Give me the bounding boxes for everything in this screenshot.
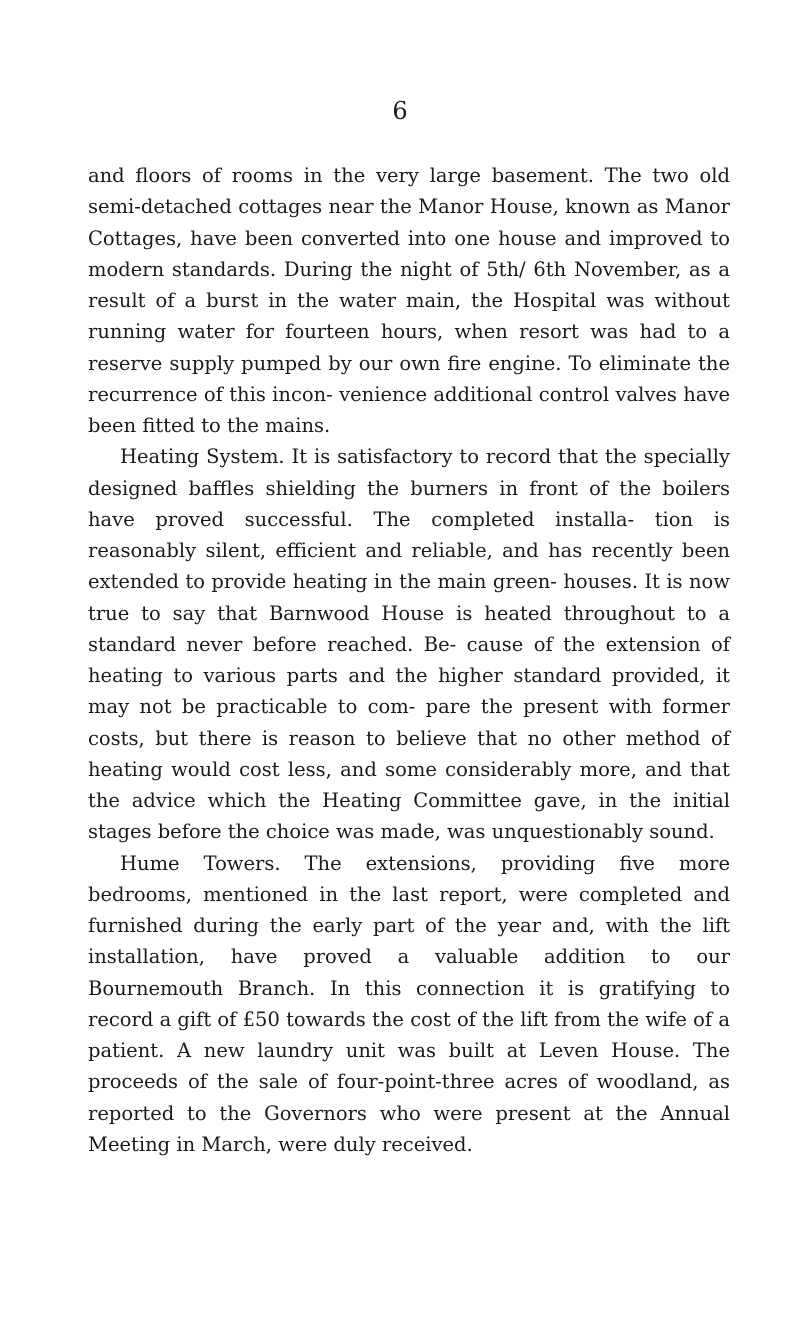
paragraph-manor-cottages: and floors of rooms in the very large basement. The two old semi-detached cottages near the Manor House, known as Manor Cottages, have been converted into one house and improved to modern standards. During the night of 5th/ 6th November, as a result of a burst in the water main, the Hospital was without running water for fourteen hours, when resort was had to a reserve supply pumped by our own fire engine. To eliminate the recurrence of this incon- venience additional control valves have been fitted to the mains.	[88, 164, 730, 437]
body-text	[88, 160, 730, 1160]
page-number: 6	[392, 97, 408, 125]
paragraph-hume-towers: Hume Towers. The extensions, providing five more bedrooms, mentioned in the last report, were completed and furnished during the early part of the year and, with the lift installation, have proved a valuable addition to our Bournemouth Branch. In this connection it is gratifying to record a gift of £50 towards the cost of the lift from the wife of a patient. A new laundry unit was built at Leven House. The proceeds of the sale of four-point-three acres of woodland, as reported to the Governors who were present at the Annual Meeting in March, were duly received.	[88, 851, 730, 1156]
paragraph-heating-system: Heating System. It is satisfactory to record that the specially designed baffles shielding the burners in front of the boilers have proved successful. The completed installa- tion is reasonably silent, efficient and reliable, and has recently been extended to provide heating in the main green- houses. It is now true to say that Barnwood House is heated throughout to a standard never before reached. Be- cause of the extension of heating to various parts and the higher standard provided, it may not be practicable to com- pare the present with former costs, but there is reason to believe that no other method of heating would cost less, and some considerably more, and that the advice which the Heating Committee gave, in the initial stages before the choice was made, was unquestionably sound.	[88, 445, 730, 844]
